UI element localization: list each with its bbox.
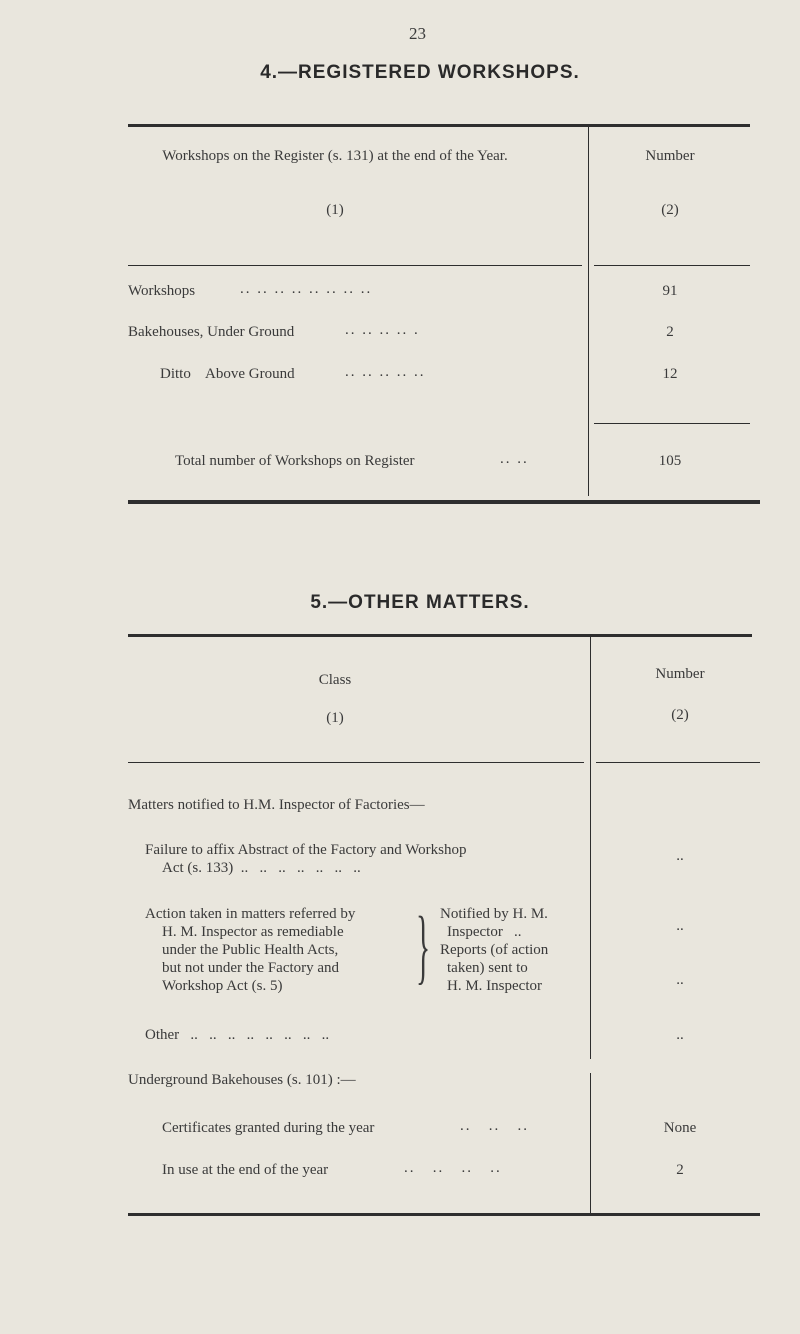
bottom-rule xyxy=(128,500,760,504)
reports-line: Reports (of action xyxy=(440,942,549,958)
top-rule xyxy=(128,124,750,127)
table-row-value: 2 xyxy=(666,324,674,340)
col1-header: Class xyxy=(318,672,352,688)
total-label: Total number of Workshops on Register xyxy=(175,453,415,469)
failure-label-cont: Act (s. 133) .. .. .. .. .. .. .. xyxy=(162,860,361,876)
table-row-label: Ditto Above Ground xyxy=(160,366,295,382)
inuse-label: In use at the end of the year xyxy=(162,1162,329,1178)
column-divider xyxy=(588,124,589,496)
leader-dots: .. .. xyxy=(500,451,529,467)
action-line: H. M. Inspector as remediable xyxy=(162,924,344,940)
underground-heading: Underground Bakehouses (s. 101) :— xyxy=(128,1072,356,1088)
other-label: Other .. .. .. .. .. .. .. .. xyxy=(145,1027,330,1043)
action-description xyxy=(145,905,355,995)
header-rule-right xyxy=(594,265,750,266)
failure-value: .. xyxy=(676,848,684,864)
header-rule-left xyxy=(128,762,584,763)
leader-dots: .. .. .. .. xyxy=(404,1160,502,1176)
leader-dots: .. .. .. .. .. .. .. .. xyxy=(240,281,373,297)
notified-line: Notified by H. M. xyxy=(440,906,548,922)
column-divider xyxy=(590,634,591,1059)
subtotal-rule xyxy=(594,423,750,424)
brace-icon: } xyxy=(416,900,431,993)
table-row-value: 91 xyxy=(662,283,678,299)
action-line: Workshop Act (s. 5) xyxy=(162,978,283,994)
reports-line: taken) sent to xyxy=(447,960,528,976)
leader-dots: .. .. .. .. . xyxy=(345,322,420,338)
reports-value: .. xyxy=(676,972,684,988)
table-row-label: Bakehouses, Under Ground xyxy=(128,324,295,340)
action-line: but not under the Factory and xyxy=(162,960,340,976)
notified-label xyxy=(440,905,548,995)
reports-line: H. M. Inspector xyxy=(447,978,542,994)
header-rule-right xyxy=(596,762,760,763)
leader-dots: .. .. .. xyxy=(460,1118,529,1134)
certificates-label: Certificates granted during the year xyxy=(162,1120,375,1136)
action-line: under the Public Health Acts, xyxy=(162,942,339,958)
leader-dots: .. .. .. .. .. xyxy=(345,364,426,380)
column-divider xyxy=(590,1073,591,1213)
col2-number: (2) xyxy=(671,707,689,723)
certificates-value: None xyxy=(663,1120,697,1136)
header-rule-left xyxy=(128,265,582,266)
col1-number: (1) xyxy=(326,202,344,218)
failure-label: Failure to affix Abstract of the Factory and Workshop xyxy=(145,842,467,858)
top-rule xyxy=(128,634,752,637)
col2-number: (2) xyxy=(661,202,679,218)
page-number: 23 xyxy=(409,24,426,43)
notified-line: Inspector .. xyxy=(447,924,522,940)
bottom-rule xyxy=(128,1213,760,1216)
section-5-title: 5.—OTHER MATTERS. xyxy=(310,592,530,613)
col1-number: (1) xyxy=(326,710,344,726)
other-value: .. xyxy=(676,1027,684,1043)
col2-header: Number xyxy=(655,666,705,682)
col2-header: Number xyxy=(645,148,695,164)
matters-heading: Matters notified to H.M. Inspector of Factories— xyxy=(128,797,425,813)
table-row-value: 12 xyxy=(662,366,678,382)
section-4-title: 4.—REGISTERED WORKSHOPS. xyxy=(260,62,580,83)
action-line: Action taken in matters referred by xyxy=(145,906,356,922)
table-row-label: Workshops xyxy=(128,283,196,299)
col1-header: Workshops on the Register (s. 131) at the end of the Year. xyxy=(162,148,508,164)
total-value: 105 xyxy=(658,453,682,469)
inuse-value: 2 xyxy=(676,1162,684,1178)
notified-value: .. xyxy=(676,918,684,934)
